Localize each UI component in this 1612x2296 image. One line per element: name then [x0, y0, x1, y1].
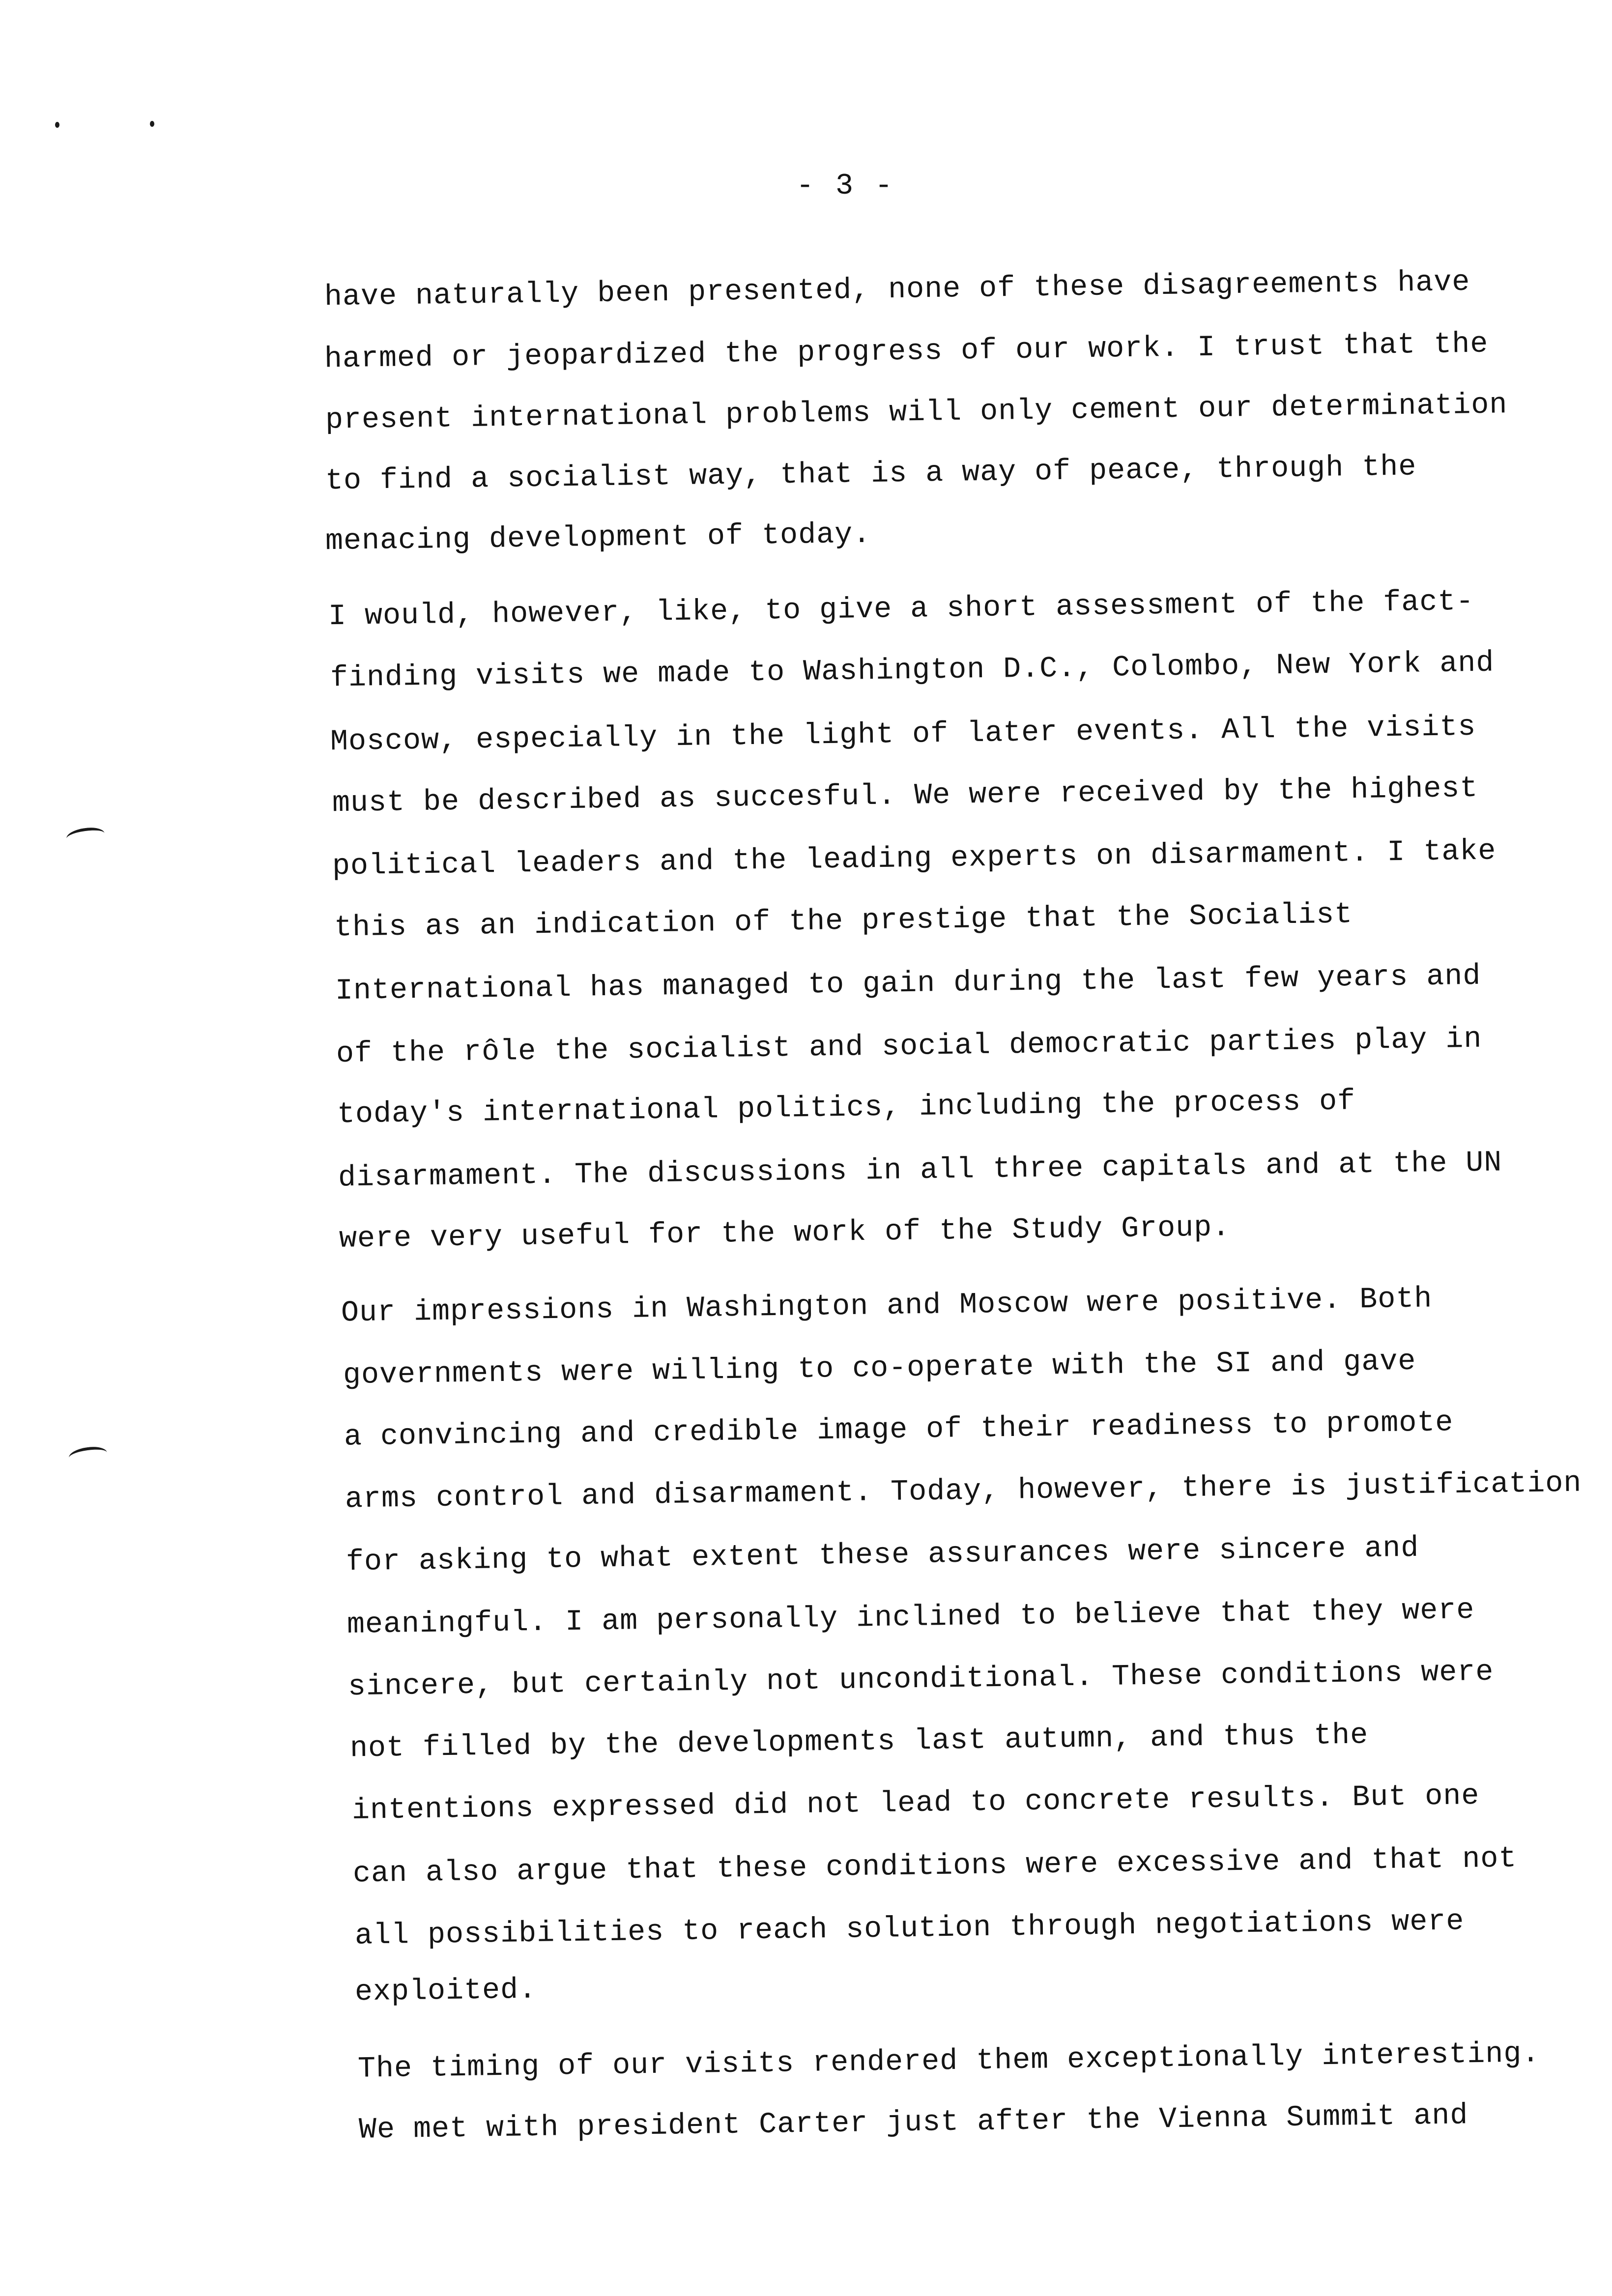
text-line: Moscow, especially in the light of later events. All the visits — [330, 710, 1476, 759]
scan-speck — [150, 121, 154, 127]
text-line: arms control and disarmament. Today, however, there is justification — [345, 1466, 1582, 1517]
text-line: We met with president Carter just after the Vienna Summit and — [358, 2099, 1468, 2147]
text-line: this as an indication of the prestige that the Socialist — [334, 898, 1353, 945]
text-line: have naturally been presented, none of these disagreements have — [324, 265, 1470, 315]
text-line: The timing of our visits rendered them exceptionally interesting. — [357, 2037, 1540, 2086]
page-number: - 3 - — [796, 170, 895, 203]
text-line: menacing development of today. — [325, 517, 871, 559]
text-line: were very useful for the work of the Study Group. — [339, 1211, 1231, 1256]
text-line: I would, however, like, to give a short assessment of the fact- — [328, 585, 1474, 634]
text-line: political leaders and the leading experts on disarmament. I take — [332, 834, 1497, 884]
text-line: harmed or jeopardized the progress of our work. I trust that the — [324, 327, 1489, 376]
text-line: for asking to what extent these assurances were sincere and — [345, 1531, 1419, 1579]
text-line: sincere, but certainly not unconditional. These conditions were — [347, 1655, 1494, 1704]
text-line: present international problems will only cement our determination — [325, 388, 1508, 437]
text-line: finding visits we made to Washington D.C., Colombo, New York and — [330, 646, 1495, 695]
text-line: International has managed to gain during the last few years and — [335, 959, 1481, 1008]
text-line: Our impressions in Washington and Moscow were positive. Both — [341, 1282, 1433, 1330]
text-line: all possibilities to reach solution through negotiations were — [354, 1905, 1465, 1953]
text-line: today's international politics, including the process of — [337, 1085, 1356, 1132]
scan-speck — [55, 122, 59, 128]
text-line: exploited. — [354, 1973, 537, 2009]
text-line: intentions expressed did not lead to concrete results. But one — [351, 1779, 1480, 1828]
text-line: must be described as succesful. We were received by the highest — [332, 772, 1478, 821]
text-line: governments were willing to co-operate with the SI and gave — [343, 1345, 1416, 1393]
text-line: not filled by the developments last autumn, and thus the — [349, 1719, 1369, 1766]
text-line: to find a socialist way, that is a way of peace, through the — [325, 450, 1417, 498]
text-line: disarmament. The discussions in all three capitals and at the UN — [338, 1146, 1502, 1195]
text-line: meaningful. I am personally inclined to believe that they were — [346, 1593, 1475, 1642]
text-line: can also argue that these conditions were excessive and that not — [352, 1842, 1517, 1891]
punch-hole-mark — [68, 1445, 108, 1466]
punch-hole-mark — [65, 826, 106, 847]
text-line: a convincing and credible image of their readiness to promote — [344, 1406, 1454, 1454]
text-line: of the rôle the socialist and social democratic parties play in — [336, 1022, 1482, 1071]
